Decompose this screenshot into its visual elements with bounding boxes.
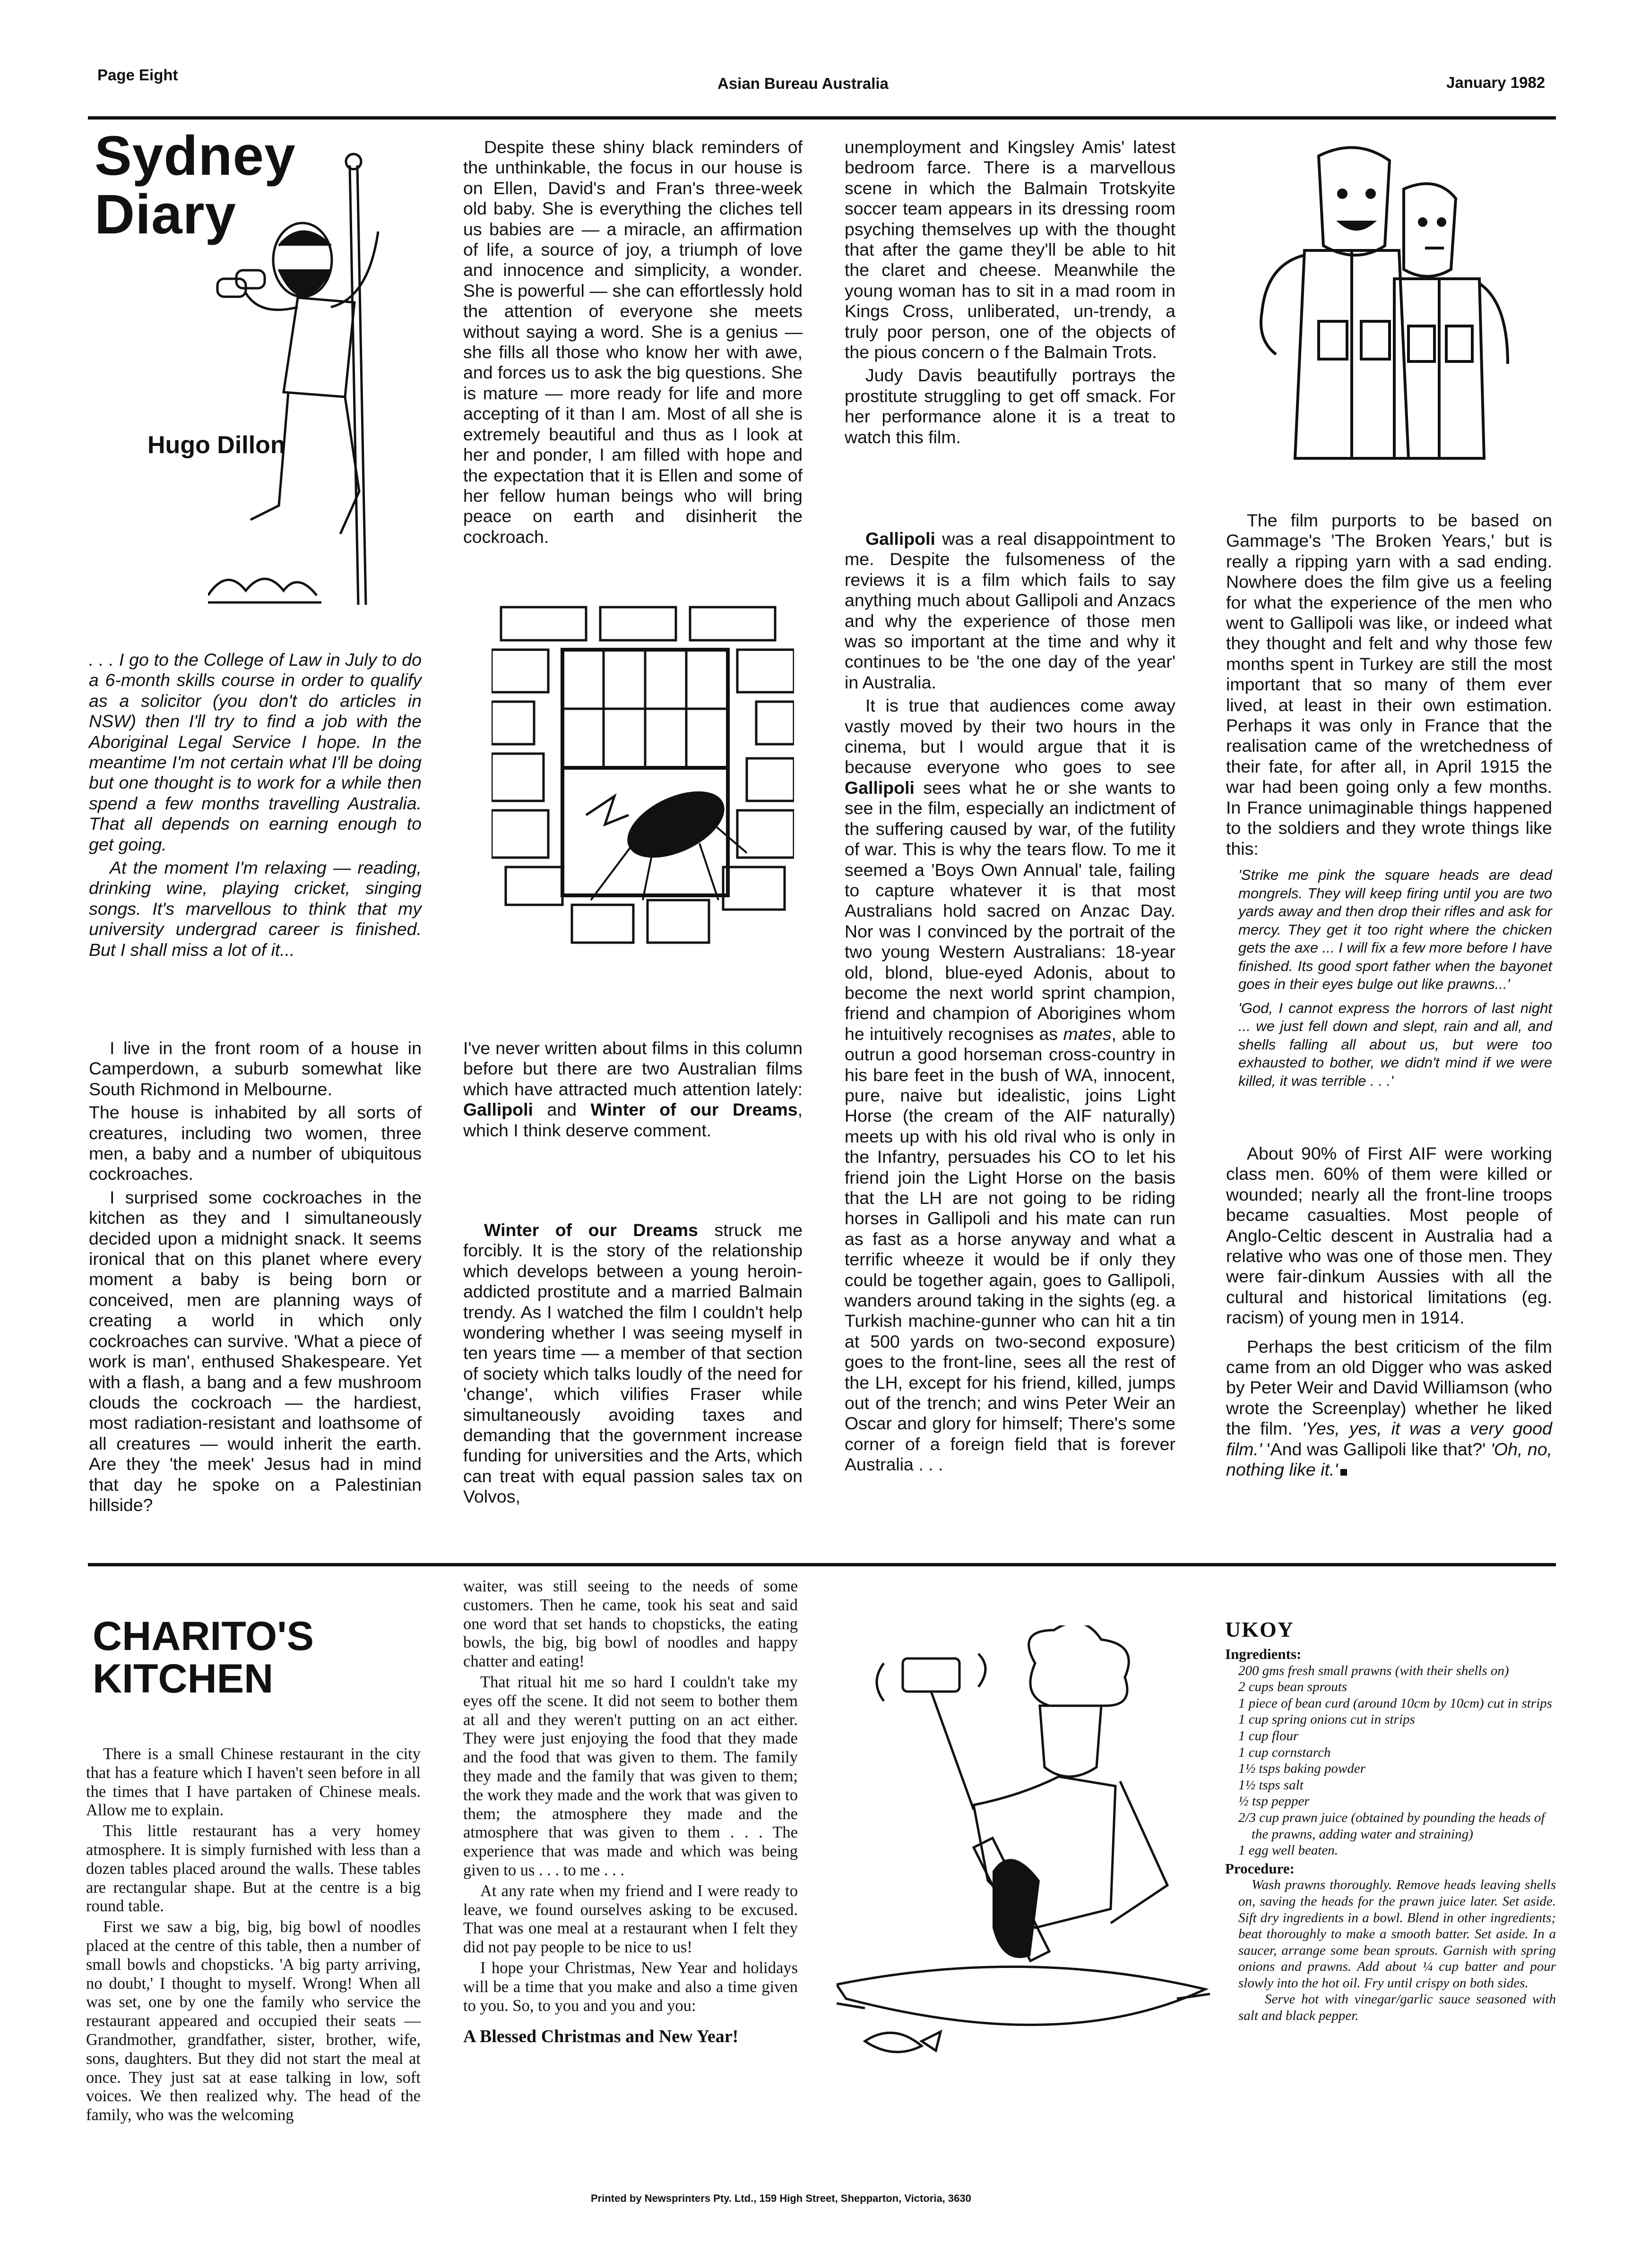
procedure-text: Wash prawns thoroughly. Remove heads leaving shells on, saving the heads for the prawn juice later. Set aside. Sift dry ingredients in a bowl. Blend in other ingredients; beat thoroughly to make a smooth batter. Set aside. In a saucer, arrange some bean sprouts. Garnish with spring onions and prawns. Add about ¼ cup batter and pour slowly into the hot oil. Fry until crispy on both sides. bbox=[1238, 1877, 1556, 1991]
paragraph: I surprised some cockroaches in the kitchen as they and I simultaneously decided upon a midnight snack. It seems ironical that on this planet where every moment a baby is being born or conceived, men are planning ways of creating a world in which only cockroaches can survive. 'What a piece of work is man', enthused Shakespeare. Yet with a flash, a bang and a few mushroom clouds the cockroach — the hardiest, most radiation-resistant and loathsome of all creatures — would inherit the earth. Are they 'the meek' Jesus had in mind that day he spoke on a Palestinian hillside? bbox=[89, 1187, 422, 1515]
emphasis: 'Yes, yes, it was a very good film.' bbox=[1226, 1418, 1552, 1459]
kitchen-title-line1: CHARITO'S bbox=[93, 1614, 314, 1659]
diary-column-2-top bbox=[463, 137, 803, 550]
paragraph bbox=[845, 696, 1175, 1475]
text: , able to outrun a good horseman cross-country in his bare feet in the bush of WA, innocent, pure, naive but idealistic, joins Light Horse (the cream of the AIF naturally) meets up with his old rival who is only in the Infantry, persuades his CO to let his friend join the Light Horse on the basis that the LH are not going to be riding horses in Gallipoli and his mate can run as fast as a horse anyway and what a terrific wheeze it would be if only they could be together again, goes to Gallipoli, wanders around taking in the sights (eg. a Turkish machine-gunner who can hit a tin at 500 yards on two-second exposure) goes to the front-line, sees all the rest of the LH, except for his friend, killed, jumps out of the trench; and wins Peter Weir an Oscar and glory for himself; There's some corner of a foreign field that is forever Australia . . . bbox=[845, 1023, 1175, 1475]
diary-intro bbox=[89, 650, 422, 963]
paragraph: waiter, was still seeing to the needs of some customers. Then he came, took his seat and said one word that set hands to chopsticks, the eating bowls, the big, big bowl of noodles and happy chatter and eating! bbox=[463, 1577, 798, 1671]
ingredient: 200 gms fresh small prawns (with their shells on) bbox=[1238, 1663, 1509, 1678]
winter-review bbox=[463, 1220, 803, 1507]
recipe-title: UKOY bbox=[1225, 1617, 1294, 1641]
soldier-letters bbox=[1238, 866, 1552, 1096]
film-title: Gallipoli bbox=[845, 777, 915, 798]
ingredients-heading: Ingredients: bbox=[1225, 1646, 1302, 1662]
diary-column-4-top bbox=[1226, 510, 1552, 862]
text: struck me forcibly. It is the story of the relationship which develops between a young heroin-addicted prostitute and a married Balmain trendy. As I watched the film I couldn't help wondering whether I was seeing myself in ten years time — a member of that section of society which talks loudly of the need for 'change', which vilifies Fraser while simultaneously avoiding taxes and demanding that the government increase funding for universities and the Arts, which can treat with equal passion sales tax on Volvos, bbox=[463, 1220, 803, 1507]
text: sees what he or she wants to see in the film, especially an indictment of the suffering caused by war, of the futility of war. This is why the tears flow. To me it seemed a 'Boys Own Annual' tale, failing to capture whatever it is that most Australians hold sacred on Anzac Day. Nor was I convinced by the portrait of the two young Western Australians: 18-year old, blond, blue-eyed Adonis, about to become the next world sprint champion, friend and champion of Aborigines whom he intuitively recognises as bbox=[845, 777, 1175, 1044]
diary-title-line2: Diary bbox=[95, 183, 237, 246]
closing-greeting: A Blessed Christmas and New Year! bbox=[463, 2027, 739, 2047]
kitchen-column-2 bbox=[463, 1577, 798, 2048]
paragraph: The film purports to be based on Gammage's 'The Broken Years,' but is really a ripping yarn with a sad ending. Nowhere does the film give us a feeling for what the experience of the men who went to Gallipoli was like, or indeed what they thought and felt and why those few months spent in Turkey are still the most important that so many of them ever lived, at least in their own estimation. Perhaps it was only in France that the realisation came of the wretchedness of their fate, for after all, in April 1915 the war had been going only a few months. In France unimaginable things happened to the soldiers and they wrote things like this: bbox=[1226, 510, 1552, 859]
paragraph: I hope your Christmas, New Year and holidays will be a time that you make and also a time given to you. So, to you and you and you: bbox=[463, 1959, 798, 2015]
quotation: 'God, I cannot express the horrors of last night ... we just fell down and slept, rain and all, and shells falling all about us, but were too exhausted to bother, we didn't mind if we were killed, it was terrible . . .' bbox=[1238, 999, 1552, 1089]
films-intro bbox=[463, 1038, 803, 1141]
film-title: Winter of our Dreams bbox=[484, 1220, 699, 1240]
paragraph: There is a small Chinese restaurant in the city that has a feature which I haven't seen before in all the times that I have partaken of Chinese meals. Allow me to explain. bbox=[86, 1745, 421, 1820]
ingredients-list bbox=[1225, 1663, 1556, 1859]
text: , which I think deserve comment. bbox=[463, 1100, 803, 1140]
printer-credit: Printed by Newsprinters Pty. Ltd., 159 High Street, Shepparton, Victoria, 3630 bbox=[591, 2192, 971, 2204]
paragraph: This little restaurant has a very homey atmosphere. It is simply furnished with less than a dozen tables placed around the walls. These tables are rectangular shape. But at the centre is a big round table. bbox=[86, 1822, 421, 1916]
soldiers-illustration bbox=[1252, 142, 1517, 482]
header-rule bbox=[88, 116, 1556, 120]
diary-column-2-winter bbox=[463, 1220, 803, 1510]
procedure-heading: Procedure: bbox=[1225, 1860, 1295, 1877]
end-mark bbox=[1340, 1469, 1347, 1476]
diary-column-3-top bbox=[845, 137, 1175, 450]
publication-name: Asian Bureau Australia bbox=[717, 75, 889, 92]
paragraph bbox=[845, 529, 1175, 693]
diary-column-4-bottom bbox=[1226, 1143, 1552, 1483]
ingredient: 1 piece of bean curd (around 10cm by 10cm) cut in strips bbox=[1238, 1695, 1552, 1711]
quotation: 'Strike me pink the square heads are dead mongrels. They will keep firing until you are two yards away and then drop their rifles and ask for mercy. They get it too right where the chicken gets the axe ... I will fix a few more before I have finished. Its good sport father when the bayonet goes in their eyes bulge out like prawns...' bbox=[1238, 867, 1552, 992]
diary-column-2-films bbox=[463, 1038, 803, 1143]
text: 'And was Gallipoli like that?' bbox=[1261, 1439, 1491, 1459]
paragraph: At any rate when my friend and I were ready to leave, we found ourselves asking to be excused. That was one meal at a restaurant when I felt they did not pay people to be nice to us! bbox=[463, 1881, 798, 1957]
paragraph: About 90% of First AIF were working class men. 60% of them were killed or wounded; nearly all the front-line troops became casualties. Most people of Anglo-Celtic descent in Australia had a relative who was one of those men. They were fair-dinkum Aussies with all the cultural and historical limitations (eg. racism) of young men in 1914. bbox=[1226, 1143, 1552, 1328]
section-rule bbox=[88, 1563, 1556, 1566]
intro-paragraph: . . . I go to the College of Law in July to do a 6-month skills course in order to qualify as a solicitor (you don't do articles in NSW) then I'll try to find a job with the Aboriginal Legal Service I hope. In the meantime I'm not certain what I'll be doing but one thought is to work for a while then spend a few months travelling Australia. That all depends on earning enough to get going. bbox=[89, 650, 422, 854]
ingredient: 1 cup flour bbox=[1238, 1728, 1299, 1744]
ingredient: 2 cups bean sprouts bbox=[1238, 1679, 1347, 1695]
paragraph: First we saw a big, big, big bowl of noodles placed at the centre of this table, then a number of small bowls and chopsticks. 'A big party arriving, no doubt,' I thought to myself. Wrong! When all was set, one by one the family who service the restaurant appeared and occupied their seats — Grandmother, grandfather, sister, brother, wife, sons, daughters. But they did not start the meal at once. They just sat at ease talking in low, soft voices. We then realized why. The head of the family, who was the welcoming bbox=[86, 1918, 421, 2124]
paragraph: That ritual hit me so hard I couldn't take my eyes off the scene. It did not seem to bother them at all and they weren't putting on an act either. They were just enjoying the food that they made and the food that was given to them. The family they made and the family that was given to them; the work they made and the work that was given to them; the atmosphere they made and the atmosphere that was given to them . . . The experience that was made and which was being given to us . . . to me . . . bbox=[463, 1673, 798, 1879]
ingredient: 1 cup cornstarch bbox=[1238, 1744, 1331, 1760]
byline: Hugo Dillon bbox=[147, 431, 285, 459]
film-title: Gallipoli bbox=[865, 529, 935, 549]
intro-paragraph: At the moment I'm relaxing — reading, drinking wine, playing cricket, singing songs. It's marvellous to think that my university undergrad career is finished. But I shall miss a lot of it... bbox=[89, 858, 422, 960]
ingredient: 2/3 cup prawn juice (obtained by pounding the heads of the prawns, adding water and straining) bbox=[1238, 1810, 1545, 1842]
paragraph: I live in the front room of a house in Camperdown, a suburb somewhat like South Richmond in Melbourne. bbox=[89, 1038, 422, 1099]
ingredient: 1 cup spring onions cut in strips bbox=[1238, 1712, 1415, 1727]
text: and bbox=[533, 1100, 591, 1120]
paragraph: unemployment and Kingsley Amis' latest bedroom farce. There is a marvellous scene in which the Balmain Trotskyite soccer team appears in its dressing room psyching themselves up with the thought that after the game they'll be able to hit the claret and cheese. Meanwhile the young woman has to sit in a mad room in Kings Cross, unliberated, un-trendy, a truly poor person, one of the objects of the pious concern o f the Balmain Trots. bbox=[845, 137, 1175, 362]
window-cockroach-illustration bbox=[492, 598, 794, 957]
emphasis: 'Oh, no, nothing like it.' bbox=[1226, 1439, 1552, 1480]
text: Perhaps the best criticism of the film came from an old Digger who was asked by Peter Weir and David Williamson (who wrote the Screenplay) whether he liked the film. bbox=[1226, 1336, 1552, 1439]
diary-title-line1: Sydney bbox=[95, 125, 296, 187]
ingredient: 1½ tsps salt bbox=[1238, 1777, 1304, 1793]
kitchen-title-line2: KITCHEN bbox=[93, 1656, 274, 1701]
paragraph bbox=[1226, 1337, 1552, 1480]
diary-column-3-gallipoli bbox=[845, 529, 1175, 1478]
text: I've never written about films in this column before but there are two Australian films which have attracted much attention lately: bbox=[463, 1038, 803, 1099]
text: It is true that audiences come away vastly moved by their two hours in the cinema, but I would argue that it is because everyone who goes to see bbox=[845, 696, 1175, 777]
ingredient: ½ tsp pepper bbox=[1238, 1794, 1310, 1809]
recipe bbox=[1225, 1646, 1556, 2024]
film-title: Winter of our Dreams bbox=[590, 1100, 798, 1120]
page-number: Page Eight bbox=[97, 66, 178, 84]
paragraph: Despite these shiny black reminders of the unthinkable, the focus in our house is on Ellen, David's and Fran's three-week old baby. She is everything the cliches tell us babies are — a miracle, an affirmation of life, a source of joy, a triumph of love and innocence and simplicity, a wonder. She is powerful — she can effortlessly hold the attention of everyone she meets without saying a word. She is a genius — she fills all those who know her with awe, and forces us to ask the big questions. She is mature — more ready for life and more accepting of it than I am. Most of all she is extremely beautiful and thus as I look at her and ponder, I am filled with hope and the expectation that it is Ellen and some of her fellow human beings who will bring peace on earth and disinherit the cockroach. bbox=[463, 137, 803, 547]
paragraph: Judy Davis beautifully portrays the prostitute struggling to get off smack. For her performance alone it is a treat to watch this film. bbox=[845, 365, 1175, 447]
film-title: Gallipoli bbox=[463, 1100, 533, 1120]
text: was a real disappointment to me. Despite the fulsomeness of the reviews it is a film which fails to say anything much about Gallipoli and Anzacs and why the experience of those men was so important at the time and why it continues to be 'the one day of the year' in Australia. bbox=[845, 529, 1175, 692]
chef-illustration bbox=[837, 1625, 1215, 2079]
paragraph: The house is inhabited by all sorts of creatures, including two women, three men, a baby and a number of ubiquitous cockroaches. bbox=[89, 1102, 422, 1184]
kitchen-column-1 bbox=[86, 1745, 421, 2127]
diary-column-1 bbox=[89, 1038, 422, 1518]
serving-note: Serve hot with vinegar/garlic sauce seasoned with salt and black pepper. bbox=[1238, 1992, 1556, 2024]
binoculars-man-illustration bbox=[208, 151, 454, 614]
ingredient: 1½ tsps baking powder bbox=[1238, 1761, 1366, 1777]
kitchen-title bbox=[93, 1615, 314, 1700]
emphasis: mates bbox=[1063, 1023, 1112, 1044]
issue-date: January 1982 bbox=[1446, 74, 1546, 91]
ingredient: 1 egg well beaten. bbox=[1238, 1843, 1339, 1858]
